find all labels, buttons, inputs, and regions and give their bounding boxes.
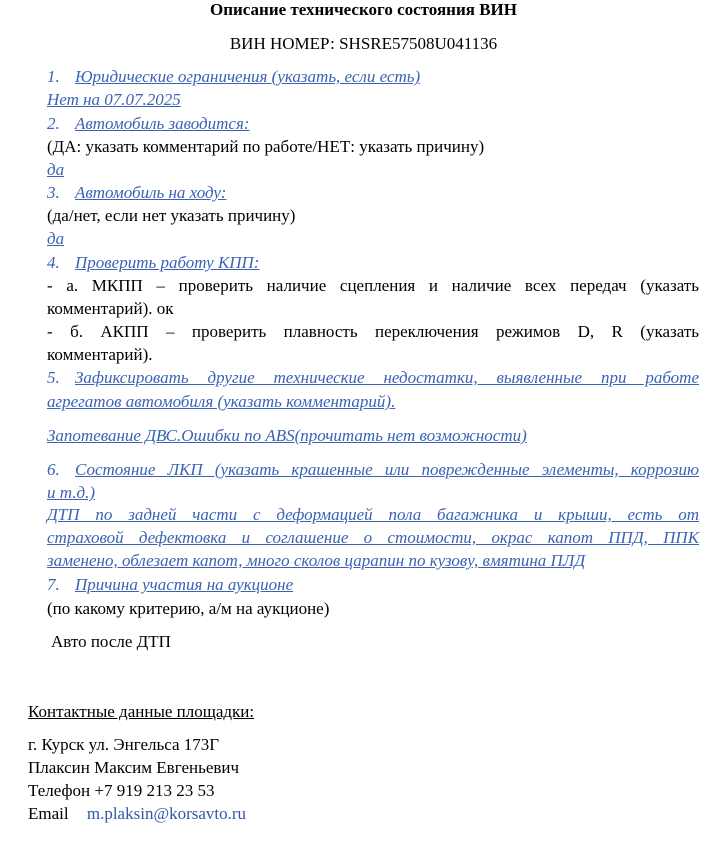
item-1-answer: Нет на 07.07.2025 — [47, 90, 181, 109]
item-1-label: Юридические ограничения (указать, если есть) — [75, 67, 421, 86]
item-5-answer: Запотевание ДВС.Ошибки по ABS(прочитать нет возможности) — [47, 426, 527, 445]
item-4-akpp-line1: - б. АКПП – проверить плавность переключения режимов D, R (указать — [47, 322, 699, 341]
item-5-number: 5. — [47, 368, 60, 387]
item-2-label: Автомобиль заводится: — [75, 114, 250, 133]
item-4-akpp-line2: комментарий). — [47, 345, 153, 364]
item-2-answer: да — [47, 160, 65, 179]
item-2-number: 2. — [47, 114, 60, 133]
item-6-answer-line1: ДТП по задней части с деформацией пола багажника и крыши, есть от — [47, 505, 699, 524]
item-7-number: 7. — [47, 575, 60, 594]
item-2-hint: (ДА: указать комментарий по работе/НЕТ: указать причину) — [47, 137, 485, 156]
contacts-person: Плаксин Максим Евгеньевич — [28, 758, 240, 777]
item-3-number: 3. — [47, 183, 60, 202]
item-3-heading — [47, 181, 699, 204]
item-6-label-line2: и т.д.) — [47, 483, 95, 502]
item-7-label: Причина участия на аукционе — [75, 575, 294, 594]
item-6-answer-line2: страховой дефектовка и соглашение о стоимости, окрас капот ППД, ППК — [47, 528, 699, 547]
item-7-answer: Авто после ДТП — [51, 632, 171, 651]
item-5-label-line1: Зафиксировать другие технические недостатки, выявленные при работе — [75, 368, 699, 387]
item-1-number: 1. — [47, 67, 60, 86]
contacts-email-row — [28, 802, 680, 825]
vin-number: ВИН НОМЕР: SHSRE57508U041136 — [229, 34, 498, 53]
item-3-hint: (да/нет, если нет указать причину) — [47, 206, 296, 225]
item-4-number: 4. — [47, 253, 60, 272]
item-3-answer: да — [47, 229, 65, 248]
contacts-address: г. Курск ул. Энгельса 173Г — [28, 735, 220, 754]
document-title: Описание технического состояния ВИН — [209, 0, 517, 19]
item-6-heading — [47, 458, 699, 481]
item-7-heading — [47, 573, 699, 596]
item-6-answer-line3: заменено, облезает капот, много сколов царапин по кузову, вмятина ПЛД — [47, 551, 586, 570]
item-1-heading — [47, 65, 699, 88]
item-7-hint: (по какому критерию, а/м на аукционе) — [47, 599, 330, 618]
item-4-mkpp-line2: комментарий). ок — [47, 299, 174, 318]
item-2-heading — [47, 112, 699, 135]
contacts-email-label: Email — [28, 804, 69, 823]
contacts-heading: Контактные данные площадки: — [28, 702, 255, 721]
contacts-email-link[interactable]: m.plaksin@korsavto.ru — [86, 804, 247, 823]
item-6-number: 6. — [47, 460, 60, 479]
item-4-heading — [47, 251, 699, 274]
item-5-heading — [47, 366, 699, 389]
item-5-label-line2: агрегатов автомобиля (указать комментарий). — [47, 392, 396, 411]
item-6-label-line1: Состояние ЛКП (указать крашенные или поврежденные элементы, коррозию — [75, 460, 699, 479]
contacts-phone: Телефон +7 919 213 23 53 — [28, 781, 215, 800]
item-4-mkpp-line1: - а. МКПП – проверить наличие сцепления и наличие всех передач (указать — [47, 276, 699, 295]
item-3-label: Автомобиль на ходу: — [75, 183, 227, 202]
item-4-label: Проверить работу КПП: — [75, 253, 260, 272]
